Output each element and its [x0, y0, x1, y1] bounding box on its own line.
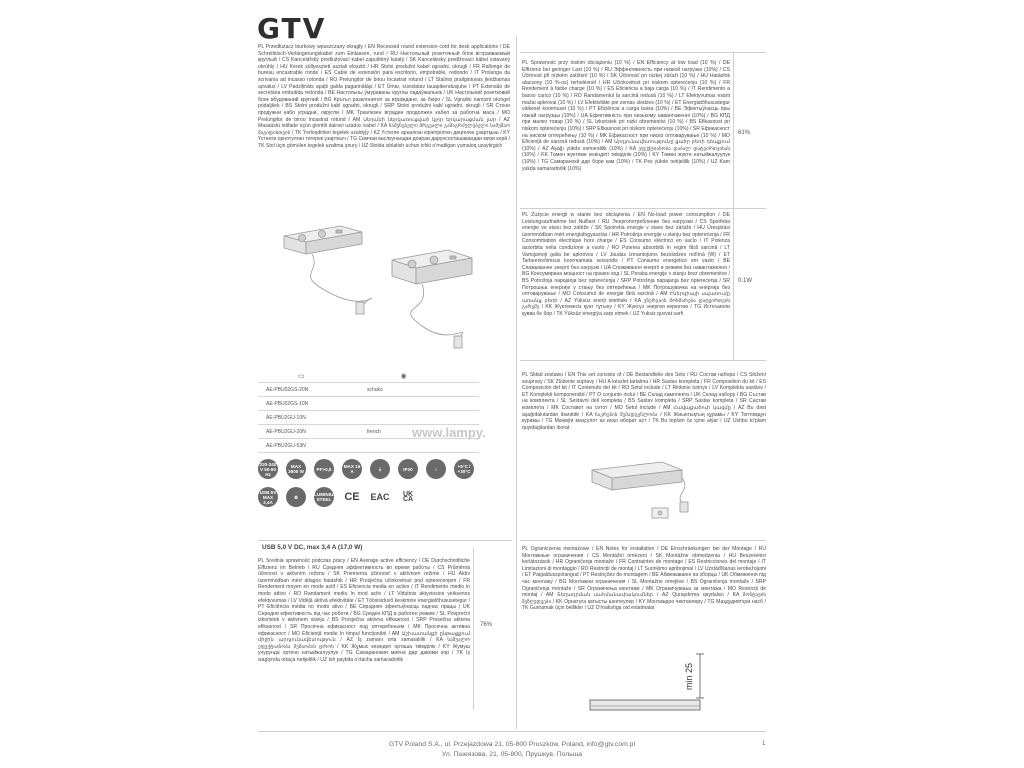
product-table: [258, 369, 479, 453]
table-row: [258, 383, 479, 397]
temperature-range-icon: +5°C / +30°C: [454, 459, 474, 479]
product-code: AE-PBU2GU-10N: [266, 414, 306, 421]
ce-mark-icon: CE: [342, 487, 362, 507]
average-efficiency-value: 76%: [480, 622, 493, 628]
ukca-mark-icon: UK CA: [398, 487, 418, 507]
power-factor-icon: PF>0,5: [314, 459, 334, 479]
material-icon: ALUMINIUM STEEL: [314, 487, 334, 507]
brand-logo: GTV: [257, 12, 327, 45]
set-contents-illustration: [522, 450, 762, 530]
low-load-efficiency-value: 61%: [738, 130, 751, 136]
table-row: [258, 397, 479, 411]
max-power-icon: MAX 3600 W: [286, 459, 306, 479]
socket-icon: ◉: [400, 372, 407, 380]
installation-diagram: [580, 640, 770, 730]
section-rule: [520, 540, 766, 541]
table-row: [258, 411, 479, 425]
folder-icon: ▭: [298, 372, 305, 380]
product-code: AE-PBU02GS-10N: [266, 400, 309, 407]
voltage-icon: 220-240 V 50-60 Hz: [258, 459, 278, 479]
product-code: AE-PBU2GU-53N: [266, 442, 306, 449]
plug-type: french: [367, 428, 381, 435]
ground-icon: ⏚: [370, 459, 390, 479]
section-rule: [520, 360, 766, 361]
eac-mark-icon: EAC: [370, 487, 390, 507]
recycle-icon: ♻: [286, 487, 306, 507]
set-contents-text: PL Skład zestawu / EN This set consists of / DE Bestandteile des Sets / RU Состав набора / CS Složení soupravy / SK Zloženie súpravy / HU A készlet tartalma / HR Sastav kompleta / FR Composition du kit / ES Composición del kit / IT Contenuto del kit / RO Setul include / LT Rinkinio turinys / LV Komplekta sastāvs / ET Komplekti komponendid / PT O conjunto inclui / BE Склад камплекта / UK Склад набору / BG Състав на комплекта / SL Sestavni deli kompleta / BS Sastav kompleta / SRP Sastav kompleta / SR Састав комплета / MK Составот на сетот / MO Setul include / AM Հավաքածուի կազմը / AZ Bu dəst aşağıdakılardan ibarətdir / KA ნაკრების შემადგენლობა / KK Жиынтықтың құрамы / KY Топтомдун курамы / TG Маҷмӯи маҳсулот аз инҳо иборат аст / TK Bu toplum öz içine alýar / UZ Ushbu to'plam quyidagilardan iborat: [522, 372, 766, 431]
product-code: AE-PBU2GU-20N: [266, 428, 306, 435]
footer-address-ru: Ул. Пшеязова, 21, 05-800, Прушкув, Польша: [441, 751, 583, 758]
top-rule-right: [520, 52, 766, 53]
value-column-divider: [733, 52, 734, 360]
indoor-icon: ⌂: [426, 459, 446, 479]
column-divider: [516, 36, 517, 729]
max-current-icon: MAX 16 A: [342, 459, 362, 479]
product-code: AE-PBU02GS-20N: [266, 386, 309, 393]
section-rule: [258, 540, 512, 541]
product-table-header: [258, 369, 479, 383]
usb-output-title: USB 5,0 V DC, max 3,4 A (17,0 W): [262, 544, 363, 551]
ip-rating-icon: IP20: [398, 459, 418, 479]
page-number: 1: [762, 741, 766, 747]
footer-rule: [258, 731, 766, 732]
footer-address: GTV Poland S.A., ul. Przejazdowa 21, 05-800 Pruszków, Poland, info@gtv.com.pl: [389, 741, 635, 748]
watermark: www.lampy.: [412, 425, 486, 440]
no-load-consumption-value: 0.1W: [738, 278, 753, 284]
table-row: [258, 439, 479, 453]
min-depth-label: min 25: [684, 662, 694, 690]
value-column-divider: [473, 548, 474, 710]
low-load-efficiency-text: PL Sprawność przy niskim obciążeniu (10 %) / EN Efficiency at low load (10 %) / DE Effizienz bei geringer Last (10 %) / RU Эффективность при низкой нагрузке (10%) / CS Účinnost při nízkém zatížení (10 %) / SK Účinnosť pri nízkej záťaži (10 %) / HU Hatásfok alacsony (10 %-os) terhelésnél / HR Učinkovitost pri niskom opterećenju (10 %) / FR Rendement à faible charge (10 %) / ES Eficiencia a baja carga (10 %) / IT Rendimento a basso carico (10 %) / RO Randamentul la sarcină redusă (10 %) / LT Efektyvumas esant mažai apkrovai (10 %) / LV Efektivitāte pie zemas slodzes (10 %) / ET Energiatõhusustegur väikesel koormusel (10 %) / PT Eficiência a carga baixa (10%) / BE Эфектыўнасць пры нізкай нагрузцы (10%) / UA Ефективність при низькому навантаженні (10%) / BG КПД при малко товар (10 %) / SL Izkoristek pri nizki obremenitvi (10 %) / BS Efikasnost pri niskom opterećenju (10%) / SRP Efikasnost pri niskom opterećenju (10%) / SR Ефикасност на ниском оптерећењу (10 %) / MK Ефикасност при ниско оптоварување (10 %) / MO Eficiență de sarcină redusă (10%) / AM Արդյունավետությունը ցածր բեռի դեպքում (10%) / AZ Aşağı yükdə səmərəlilik (10%) / KA ეფექტიანობა დაბალ დატვირთვისას (10%) / KK Төмен жүктеме кезіндегі тиімділік (10%) / KY Төмөн жүктө натыйжалуулук (10%) / TG Самаранокӣ дар бори кам (10%) / TK Pes ýükde netijelilik (10%) / UZ Kam yukda samaradorlik (10%): [522, 60, 730, 172]
no-load-consumption-text: PL Zużycie energii w stanie bez obciążenia / EN No-load power consumption / DE Leistungsaufnahme bei Nulllast / RU Энергопотребление без нагрузки / CS Spotřeba energie ve stavu bez zátěže / SK Spotreba energie v stave bez záťaže / HU Üresjárási üzemmódban mért energiafogyasztás / HR Potrošnja energije u stanju bez opterećenja / FR Consommation électrique hors charge / ES Consumo eléctrico en vacío / IT Potenza assorbita nella condizione a vuoto / RO Puterea absorbită în regim fără sarcină / LT Vartojamoji galia be apkrovos / LV Jaudas izmantojums bezslodzes režīmā (W) / ET Tarbeenivõimsus koormamata seisundis / PT Consumo energético em vazio / BE Спажыванне энергіі без нагрузкі / UA Споживання енергії в режимі без навантаження / BG Консумирана мощност на празен ход / SL Poraba energije v stanju brez obremenitve / BS Potrošnja napajanja bez opterećenja / SRP Potrošnja napajanja bez opterećenja / SR Потрошња енергије у стању без оптерећења / MK Потрошувачка на енергија без оптоварување / MO Consumul de energie fără sarcină / AM Էներգիայի սպառումը առանց բեռի / AZ Yüksüz enerji istehlakı / KA ენერგიის მოხმარება დატვირთვის გარეშე / KK Жүктемесіз қуат тұтыну / KY Жүксүз энергия керектөө / TG Истеъмоли қувва бе бор / TK Ýüksüz energiýa sarp etmek / UZ Yuksiz quvvat sarfi: [522, 212, 730, 317]
installation-notes-text: PL Ograniczenia montażowe / EN Notes for installation / DE Einschränkungen bei der Montage / RU Монтажные ограничения / CS Montážní omezení / SK Montážne obmedzenia / HU Beszerelési korlátozások / HR Ograničenja montaže / FR Contraintes de montage / ES Restricciones del montaje / IT Limitazioni di montaggio / RO Restricții de montaj / LT Surinkimo apribojimai / LV Uzstādīšanas ierobežojumi / ET Paigaldusspiirangud / PT Restrições de montagem / BE Абмежаванні па зборцы / UK Обмеження під час монтажу / BG Монтажни ограничения / SL Montažne omejitve / BS Ograničenja montaže / SRP Ograničenja montaže / SR Ограничења монтаже / MK Ограничувања за монтажа / MO Restricții de montaj / AM Տեղադրման սահմանափակումներ / AZ Quraşdırma qaydaları / KA მონტაჟის შეზღუდვები / KK Орнатуға қатысты шектеулер / KY Монтаждоо чектөөлөрү / TG Маҳдудиятҳои насб / TK Gurnamak üçin bellikler / UZ O'rnatishga oid eslatmalar: [522, 546, 766, 612]
product-name-text: PL Przedłużacz biurkowy wpuszczany okrągły / EN Recessed round extension cord for desk applications / DE Schreibtisch-Verlängerungskabel zum Einlassen, rund / RU Настольный розеточный блок встраиваемый круглый / CS Kancelářský prodlužovací kabel zapuštěný kulatý / SK Kancelársky predlžovací kábel vstavaný okrúhly / HU Kerek süllyesztett asztali elosztó / HR Stolni produžni kabel ugradni, okrugli / FR Rallonge de bureau encastrable ronde / ES Cable de extensión para escritorio, empotrable, redondo / IT Prolunga da scrivania ad incasso rotonda / RO Prelungitor de birou încastrat rotund / LT Stalinis prailgintuvas įleidžiamas apvalus / LV Padziļināts apaļš galda pagarinātājs / ET Ümar, süvistatav lauapikendusjuhe / PT Extensão de secretária embutida redonda / BE Настольны ўмураваны круглы падаўжальнік / UK Настільний розетковий блок вбудований круглий / BG Кръгъл разклонител за вграждане, за бюро / SL Vgradni namizni okrogel podaljšek / BS Stolni produžni kabl ugradni, okrugli / SRP Stolni produžni kabl ugradni, okrugli / SR Стони продужни кабл уградни, округли / MK Тркалезен вграден продолжен кабел за работна маса / MO Prelungitor de birou încastrat rotund / AM Սեղանի ներկառուցված կլոր երկարացման լար / AZ Masaüstü istifade üçün girintili dairəvi uzadıcı kabel / KA ჩაშენებული მრგვალი გამაგრძელებელი სამუშაო მაგიდისთვის / TK Ýerleşdirilen tegelek uzaldyjy / KZ Үстелге арналған кіріктірілген дөңгелек ұзартқыш / KY Үстөлгө орнотулган тегерек узарткыч / TG Симчаи васлкунандаи доираи дарунсохташавандаи мизи корӣ / TK Stol üçin gömülen tegelek uzaltma şnury / UZ Stolda ishlatish uchun ichki o'rnatilgan yumaloq uzaytirgich: [258, 44, 510, 149]
plug-type: schuko: [367, 386, 383, 393]
average-efficiency-text: PL Średnia sprawność podczas pracy / EN Average active efficiency / DE Durchschnittliche Effizienz im Betrieb / RU Средняя эффективность во время работы / CS Průměrná účinnost v aktivním režimu / SK Priemerná účinnosť v aktívnom režime / HU Aktív üzemmódban mért átlagos hatásfok / HR Prosječna učinkovitost pod opterećenjem / FR Rendement moyen en mode actif / ES Eficiencia media en activo / IT Rendimento medio in modo attivo / RO Randament mediu în mod activ / LT Vidutinis aktyviosios veiksenos efektyvumas / LV Vidējā aktīvā efektivitāte / ET Töösisiduvõ keskmine energiatõhususetegur / PT Eficiência média no modo ativo / BE Сярэдняя эфектыўнасць падчас працы / UK Середня ефективність під час роботи / BG Среден КПД в работен режим / SL Povprečni izkoristek v aktivnem stanju / BS Prosječna aktivna efikasnost / SRP Prosečna aktivna efikasnost / SR Просечна ефикасност под оптерећењем / MK Просечна активна ефикасност / MO Eficiență medie în timpul funcționării / AM Աշխատանքի ընթացքում միջին արդյունավետություն / AZ İş zamanı orta samaralılik / KA საშუალო ეფექტიანობა მუშაობის დროს / KK Жұмыс кезіндегі орташа тиімділік / KY Жумуш учурунда орточо натыйжалуулук / TG Самаранокии миёна дар давоми кор / TK Iş wagtynda ortaça netijelilik / UZ Ish paytida o'rtacha samaradorlik: [258, 558, 470, 663]
section-rule: [520, 208, 766, 209]
usb-icon: USB 5V MAX 3,4A: [258, 487, 278, 507]
product-illustration: [262, 214, 502, 354]
